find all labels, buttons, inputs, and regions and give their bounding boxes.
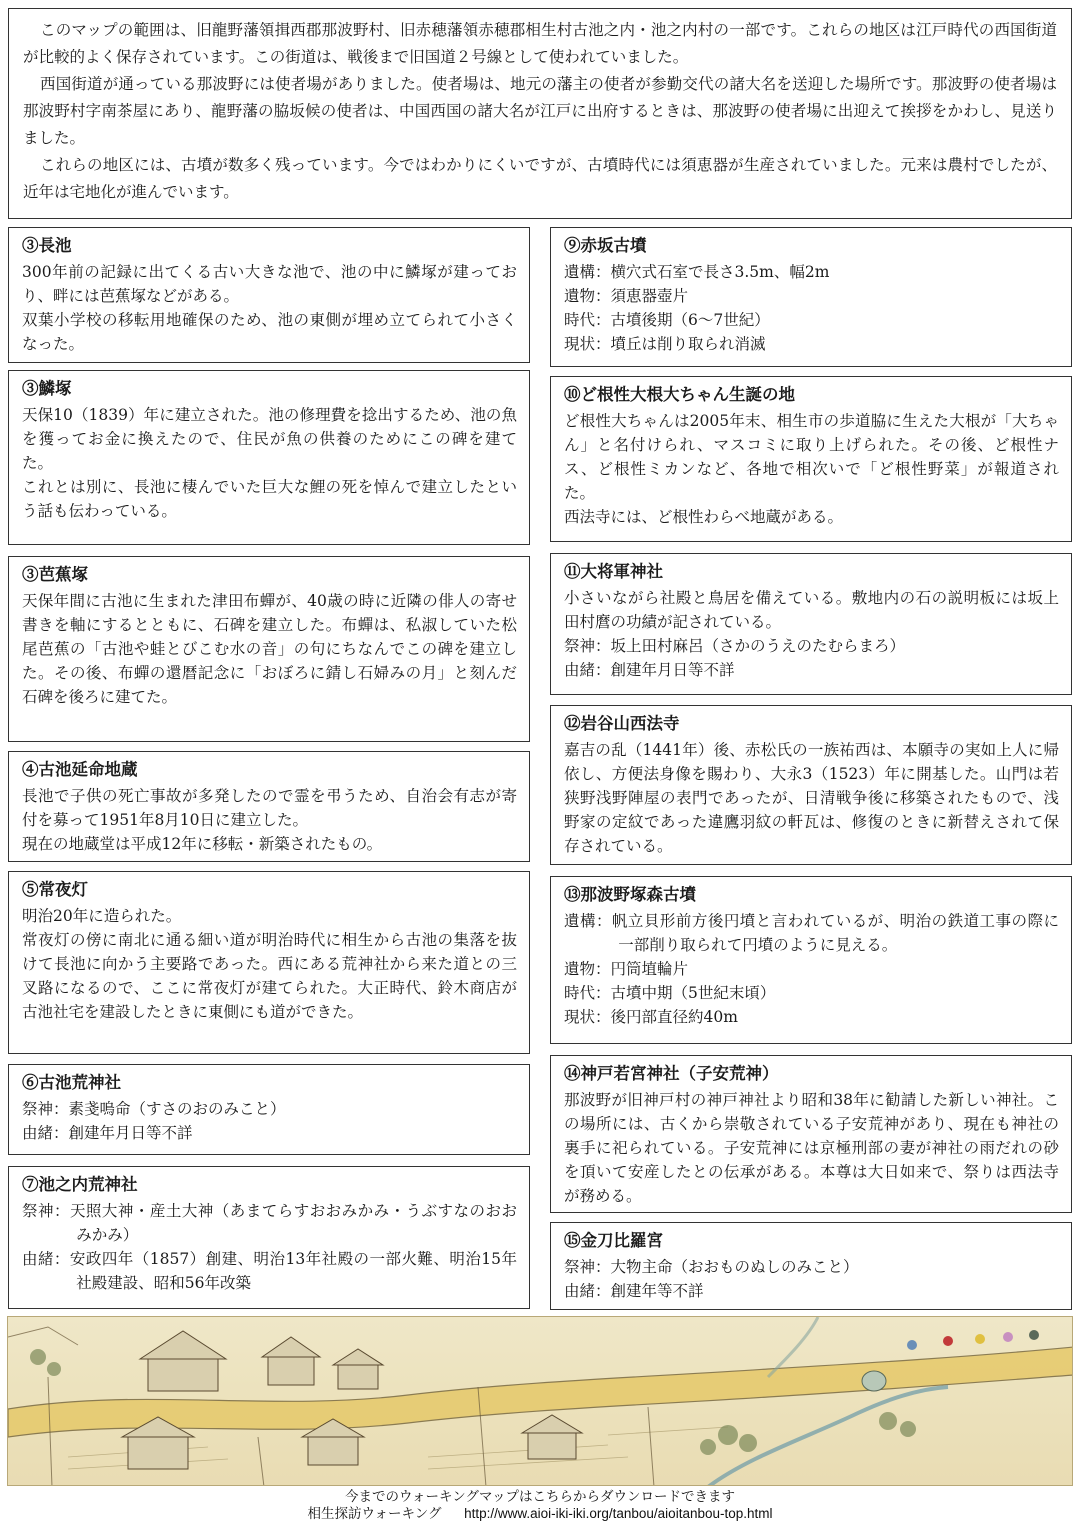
spot-text: 天保年間に古池に生まれた津田布蟬が、40歳の時に近隣の俳人の寄せ書きを軸にするとともに、石碑を建立した。布蟬は、私淑していた松尾芭蕉の「古池や蛙とびこむ水の音」の句にちなんでこの碑を建立した。その後、布蟬の還暦記念に「おぼろに錆し石婦みの月」と刻んだ石碑を後ろに建てた。 — [22, 592, 517, 706]
spot-title: ⑦池之内荒神社 — [22, 1175, 138, 1194]
spot-text: 遺構：横穴式石室で長さ3.5m、幅2m — [564, 263, 830, 281]
spot-box-bashozuka — [8, 556, 530, 742]
spot-text: 祭神：坂上田村麻呂（さかのうえのたむらまろ） — [564, 637, 906, 655]
spot-title: ⑮金刀比羅宮 — [564, 1231, 663, 1250]
spot-title: ③鱗塚 — [22, 379, 72, 398]
spot-box-akasaka-kofun — [550, 227, 1072, 367]
spot-box-ikenouchi-kojinja — [8, 1166, 530, 1309]
spot-box-kobe-wakamiya — [550, 1055, 1072, 1213]
spot-text: 祭神：大物主命（おおものぬしのみこと） — [564, 1258, 859, 1276]
spot-box-urokozuka — [8, 370, 530, 545]
spot-text: これとは別に、長池に棲んでいた巨大な鯉の死を悼んで建立したという話も伝わっている。 — [22, 478, 517, 520]
spot-title: ③芭蕉塚 — [22, 565, 88, 584]
spot-title: ④古池延命地蔵 — [22, 760, 138, 779]
spot-text: ど根性大ちゃんは2005年末、相生市の歩道脇に生えた大根が「大ちゃん」と名付けられ、マスコミに取り上げられた。その後、ど根性ナス、ど根性ミカンなど、各地で相次いで「ど根性野菜」が報道された。 — [564, 412, 1059, 502]
spot-text: 祭神：素戔嗚命（すさのおのみこと） — [22, 1100, 286, 1118]
spot-text: 明治20年に造られた。 — [22, 907, 182, 925]
spot-box-daishogun-jinja — [550, 553, 1072, 695]
spot-text: 嘉吉の乱（1441年）後、赤松氏の一族祐西は、本願寺の実如上人に帰依し、方便法身像を賜わり、大永3（1523）年に開基した。山門は若狭野浅野陣屋の表門であったが、日清戦争後に移築されたもので、浅野家の定紋であった違鷹羽紋の軒瓦は、修復のときに新替えされて保存されている。 — [564, 741, 1059, 855]
spot-text: 由緒：安政四年（1857）創建、明治13年社殿の一部火難、明治15年社殿建設、昭和56年改築 — [22, 1250, 517, 1292]
old-map-illustration — [7, 1316, 1073, 1486]
spot-title: ⑫岩谷山西法寺 — [564, 714, 680, 733]
site-name: 相生探訪ウォーキング — [307, 1506, 442, 1521]
spot-text: 双葉小学校の移転用地確保のため、池の東側が埋め立てられて小さくなった。 — [22, 311, 517, 353]
spot-title: ⑪大将軍神社 — [564, 562, 663, 581]
spot-title: ③長池 — [22, 236, 72, 255]
download-note — [0, 1488, 1080, 1505]
spot-text: 天保10（1839）年に建立された。池の修理費を捻出するため、池の魚を獲ってお金に換えたので、住民が魚の供養のためにこの碑を建てた。 — [22, 406, 517, 472]
site-url-link[interactable]: http://www.aioi-iki-iki.org/tanbou/aioitanbou-top.html — [464, 1506, 773, 1521]
spot-box-tsukamori-kofun — [550, 876, 1072, 1044]
spot-box-saihoji — [550, 705, 1072, 865]
spot-box-koike-kojinja — [8, 1064, 530, 1155]
spot-text: 現状：後円部直径約40m — [564, 1008, 738, 1026]
spot-title: ⑤常夜灯 — [22, 880, 88, 899]
intro-box — [8, 8, 1072, 219]
spot-text: 遺構：帆立貝形前方後円墳と言われているが、明治の鉄道工事の際に一部削り取られて円墳のように見える。 — [564, 912, 1059, 954]
spot-text: 那波野が旧神戸村の神戸神社より昭和38年に勧請した新しい神社。この場所には、古くから崇敬されている子安荒神があり、現在も神社の裏手に祀られている。子安荒神には京極刑部の妻が神社の雨だれの砂を頂いて安産したとの伝承がある。本尊は大日如来で、祭りは西法寺が務める。 — [564, 1091, 1059, 1205]
spot-text: 由緒：創建年等不詳 — [564, 1282, 704, 1300]
spot-text: 時代：古墳後期（6〜7世紀） — [564, 311, 770, 329]
spot-box-kotohiragu — [550, 1222, 1072, 1310]
download-text: 今までのウォーキングマップはこちらからダウンロードできます — [344, 1489, 735, 1504]
old-map-drawing — [8, 1317, 1073, 1486]
spot-text: 現在の地蔵堂は平成12年に移転・新築されたもの。 — [22, 835, 383, 853]
spot-box-nagaike — [8, 227, 530, 363]
spot-text: 西法寺には、ど根性わらべ地蔵がある。 — [564, 508, 844, 526]
spot-box-joyato — [8, 871, 530, 1054]
spot-title: ⑬那波野塚森古墳 — [564, 885, 696, 904]
footer-url-line — [0, 1505, 1080, 1522]
spot-text: 常夜灯の傍に南北に通る細い道が明治時代に相生から古池の集落を抜けて長池に向かう主要路であった。西にある荒神社から来た道との三叉路になるので、ここに常夜灯が建てられた。大正時代、鈴木商店が古池社宅を建設したときに東側にも道ができた。 — [22, 931, 517, 1021]
spot-title: ⑨赤坂古墳 — [564, 236, 647, 255]
spot-text: 小さいながら社殿と鳥居を備えている。敷地内の石の説明板には坂上田村麿の功績が記されている。 — [564, 589, 1059, 631]
spot-text: 遺物：須恵器壺片 — [564, 287, 689, 305]
spot-box-dokonjo-daikon — [550, 376, 1072, 542]
spot-box-koike-jizo — [8, 751, 530, 862]
spot-text: 現状：墳丘は削り取られ消滅 — [564, 335, 766, 353]
intro-paragraph: 西国街道が通っている那波野には使者場がありました。使者場は、地元の藩主の使者が参勤交代の諸大名を送迎した場所です。那波野の使者場は那波野村字南茶屋にあり、龍野藩の脇坂候の使者は、中国西国の諸大名が江戸に出府するときは、那波野の使者場に出迎えて挨拶をかわし、見送りました。 — [23, 75, 1057, 147]
spot-text: 由緒：創建年月日等不詳 — [22, 1124, 193, 1142]
spot-title: ⑥古池荒神社 — [22, 1073, 121, 1092]
spot-title: ⑭神戸若宮神社（子安荒神） — [564, 1064, 779, 1083]
intro-paragraph: このマップの範囲は、旧龍野藩領揖西郡那波野村、旧赤穂藩領赤穂郡相生村古池之内・池之内村の一部です。これらの地区は江戸時代の西国街道が比較的よく保存されています。この街道は、戦後まで旧国道２号線として使われていました。 — [23, 21, 1057, 66]
spot-text: 由緒：創建年月日等不詳 — [564, 661, 735, 679]
spot-text: 時代：古墳中期（5世紀末頃） — [564, 984, 776, 1002]
spot-text: 長池で子供の死亡事故が多発したので霊を弔うため、自治会有志が寄付を募って1951年8月10日に建立した。 — [22, 787, 517, 829]
spot-title: ⑩ど根性大根大ちゃん生誕の地 — [564, 385, 795, 404]
spot-text: 祭神：天照大神・産土大神（あまてらすおおみかみ・うぶすなのおおみかみ） — [22, 1202, 517, 1244]
intro-paragraph: これらの地区には、古墳が数多く残っています。今ではわかりにくいですが、古墳時代には須恵器が生産されていました。元来は農村でしたが、近年は宅地化が進んでいます。 — [23, 156, 1057, 201]
spot-text: 300年前の記録に出てくる古い大きな池で、池の中に鱗塚が建っており、畔には芭蕉塚などがある。 — [22, 263, 517, 305]
spot-text: 遺物：円筒埴輪片 — [564, 960, 689, 978]
